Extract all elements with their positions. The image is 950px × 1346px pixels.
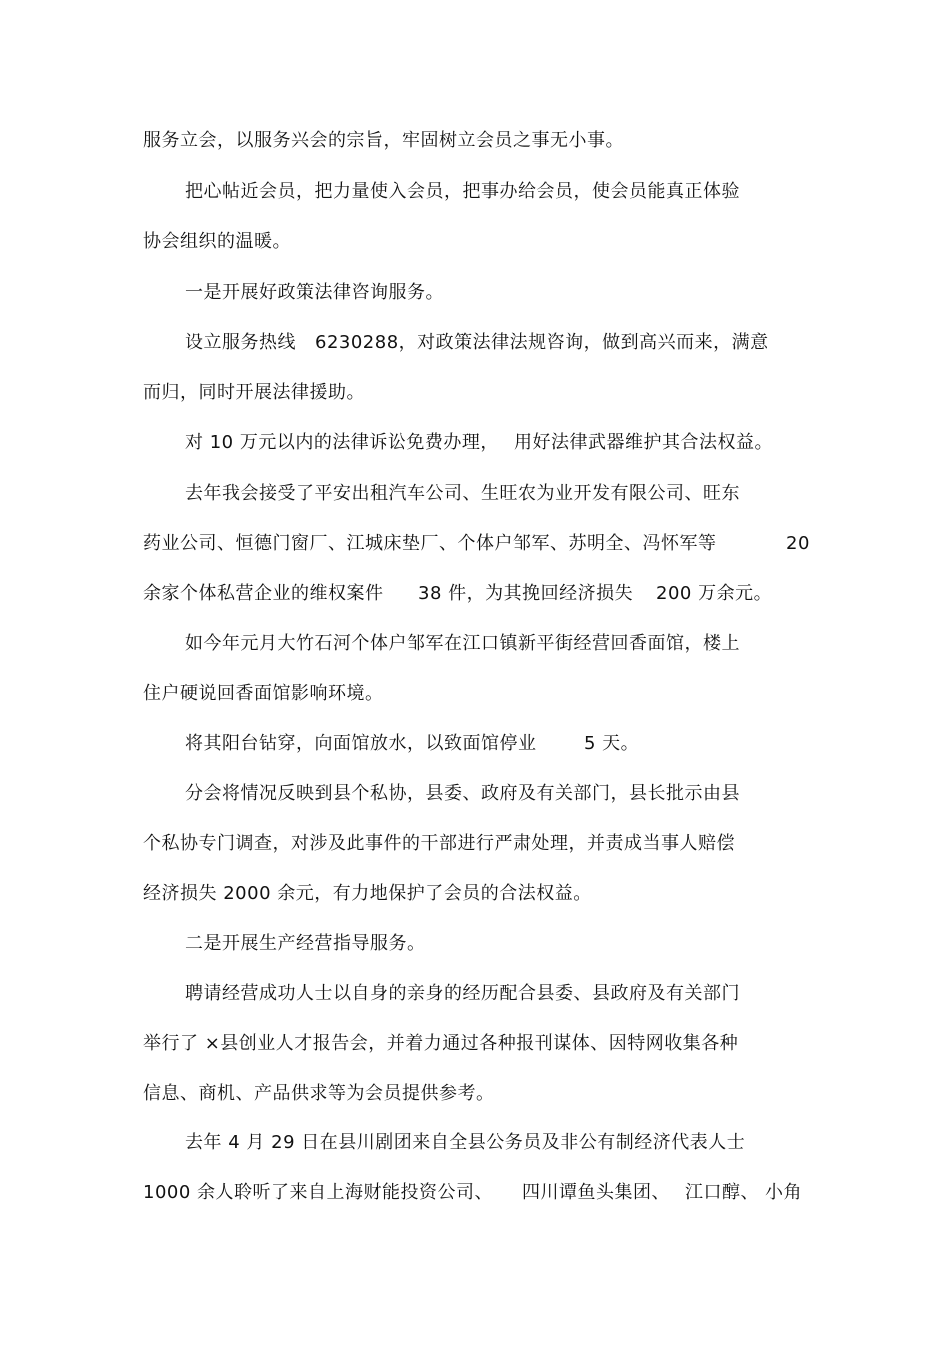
text-line-13a: 将其阳台钻穿，向面馆放水，以致面馆停业 bbox=[185, 733, 537, 754]
text-line-4: 一是开展好政策法律咨询服务。 bbox=[185, 282, 444, 303]
text-line-9b: 20 bbox=[786, 533, 810, 554]
text-line-19: 举行了 ×县创业人才报告会，并着力通过各种报刊谋体、因特网收集各种 bbox=[143, 1033, 739, 1054]
text-line-16: 经济损失 2000 余元，有力地保护了会员的合法权益。 bbox=[143, 883, 592, 904]
text-line-2: 把心帖近会员，把力量使入会员，把事办给会员，使会员能真正体验 bbox=[185, 181, 740, 202]
text-line-10b: 38 件，为其挽回经济损失 bbox=[418, 583, 634, 604]
text-line-17: 二是开展生产经营指导服务。 bbox=[185, 933, 426, 954]
text-line-10a: 余家个体私营企业的维权案件 bbox=[143, 583, 384, 604]
text-line-5b: 6230288，对政策法律法规咨询，做到高兴而来，满意 bbox=[315, 332, 769, 353]
text-line-7b: 用好法律武器维护其合法权益。 bbox=[514, 432, 773, 453]
text-line-1: 服务立会，以服务兴会的宗旨，牢固树立会员之事无小事。 bbox=[143, 130, 624, 151]
text-line-7a: 对 10 万元以内的法律诉讼免费办理， bbox=[185, 432, 499, 453]
text-line-20: 信息、商机、产品供求等为会员提供参考。 bbox=[143, 1083, 495, 1104]
text-line-18: 聘请经营成功人士以自身的亲身的经历配合县委、县政府及有关部门 bbox=[185, 983, 740, 1004]
text-line-10c: 200 万余元。 bbox=[656, 583, 773, 604]
text-line-3: 协会组织的温暖。 bbox=[143, 231, 291, 252]
text-line-6: 而归，同时开展法律援助。 bbox=[143, 382, 365, 403]
text-line-22d: 小角 bbox=[765, 1182, 802, 1203]
text-line-22c: 江口醇、 bbox=[685, 1182, 759, 1203]
text-line-5a: 设立服务热线 bbox=[185, 332, 296, 353]
text-line-12: 住户硬说回香面馆影响环境。 bbox=[143, 683, 384, 704]
text-line-22b: 四川谭鱼头集团、 bbox=[522, 1182, 670, 1203]
text-line-8: 去年我会接受了平安出租汽车公司、生旺农为业开发有限公司、旺东 bbox=[185, 483, 740, 504]
text-line-21: 去年 4 月 29 日在县川剧团来自全县公务员及非公有制经济代表人士 bbox=[185, 1132, 746, 1153]
text-line-9a: 药业公司、恒德门窗厂、江城床垫厂、个体户邹军、苏明全、冯怀军等 bbox=[143, 533, 717, 554]
text-line-14: 分会将情况反映到县个私协，县委、政府及有关部门，县长批示由县 bbox=[185, 783, 740, 804]
text-line-11: 如今年元月大竹石河个体户邹军在江口镇新平街经营回香面馆，楼上 bbox=[185, 633, 740, 654]
text-line-15: 个私协专门调查，对涉及此事件的干部进行严肃处理，并责成当事人赔偿 bbox=[143, 833, 735, 854]
text-line-13b: 5 天。 bbox=[584, 733, 640, 754]
text-line-22a: 1000 余人聆听了来自上海财能投资公司、 bbox=[143, 1182, 494, 1203]
